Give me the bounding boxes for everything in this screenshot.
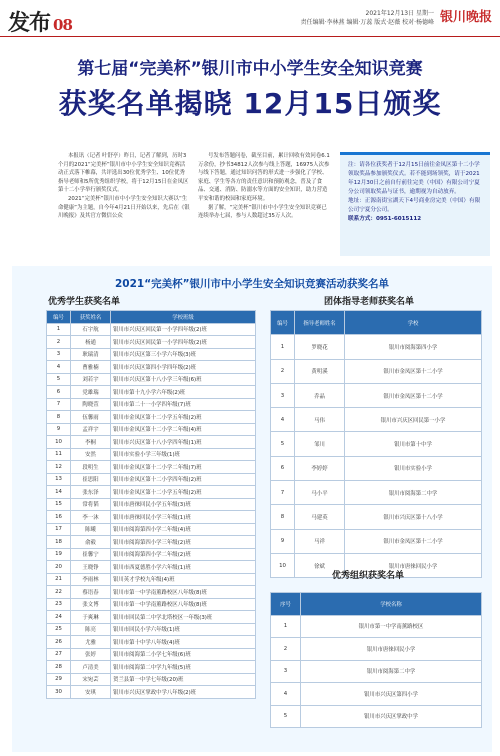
article-paragraph: 2021“完美杯”银川市中小学生安全知识大赛以“生命健康”为主题，自今年4月21日开始以来，先后在《银川晚报》及其官方微信公众	[58, 195, 190, 220]
table-cell: 银川市回民第二中学北塔校区一年级(3)班	[111, 611, 256, 624]
notice-contact: 联系方式：0951-6015112	[348, 216, 422, 222]
table-cell: 9	[271, 529, 295, 553]
table-cell: 陈亮	[71, 623, 111, 636]
table-row	[271, 335, 482, 359]
table-cell: 银川英才学校九年级(4)班	[111, 573, 256, 586]
table-cell: 29	[47, 673, 71, 686]
table-cell: 安琪	[71, 686, 111, 699]
table-cell: 6	[271, 456, 295, 480]
table-cell: 5	[271, 432, 295, 456]
table-cell: 银川市西夏德胜小学六年级(1)班	[111, 561, 256, 574]
table-cell: 黄明溪	[295, 359, 345, 383]
page-number: 08	[53, 16, 72, 34]
table-cell: 邹川	[295, 432, 345, 456]
page-header	[0, 0, 500, 37]
table-cell: 28	[47, 661, 71, 674]
table-cell: 5	[47, 373, 71, 386]
column-header: 编号	[271, 311, 295, 335]
table-row	[47, 661, 256, 674]
table-cell: 5	[271, 705, 301, 728]
column-header: 学校名称	[301, 593, 482, 616]
table-cell: 李婷婷	[295, 456, 345, 480]
table-row	[47, 361, 256, 374]
table-cell: 3	[47, 348, 71, 361]
table-row	[271, 529, 482, 553]
table-cell: 银川市金凤区第十二小学二年级(7)班	[111, 461, 256, 474]
column-header: 学校	[345, 311, 482, 335]
table-row	[47, 323, 256, 336]
table-cell: 银川市阅海第四小学二年级(4)班	[111, 523, 256, 536]
table-cell: 银川市兴庆区第十八小学四年级(1)班	[111, 436, 256, 449]
table-cell: 银川市兴庆区第十八小学	[345, 505, 482, 529]
table-cell: 银川市兴庆区回民第一小学四年级(2)班	[111, 336, 256, 349]
table-row	[47, 673, 256, 686]
table-cell: 银川市兴庆区回民第一小学	[345, 408, 482, 432]
table-cell: 10	[271, 553, 295, 577]
table-cell: 尤雅	[71, 636, 111, 649]
table-row	[47, 686, 256, 699]
table-cell: 银川市阅海第二中学	[301, 660, 482, 683]
table-cell: 银川市兴庆区回民第一小学四年级(2)班	[111, 323, 256, 336]
table-cell: 张婷	[71, 648, 111, 661]
article-column-2	[198, 152, 332, 221]
table-row	[47, 348, 256, 361]
table-cell: 银川市第十中学八年级(4)班	[111, 636, 256, 649]
table-cell: 银川市金凤区第十二小学	[345, 383, 482, 407]
table-cell: 银川市第二十一小学四年级(7)班	[111, 398, 256, 411]
table-cell: 2	[271, 359, 295, 383]
table-cell: 7	[47, 398, 71, 411]
table-cell: 6	[47, 386, 71, 399]
table-row	[271, 432, 482, 456]
column-header: 序号	[271, 593, 301, 616]
table-cell: 张文博	[71, 598, 111, 611]
table-cell: 15	[47, 498, 71, 511]
table-cell: 石宇航	[71, 323, 111, 336]
headline-line1: 第七届“完美杯”银川市中小学生安全知识竞赛	[77, 59, 423, 79]
table-cell: 8	[271, 505, 295, 529]
table-row	[47, 623, 256, 636]
table-cell: 23	[47, 598, 71, 611]
table-cell: 李雨林	[71, 573, 111, 586]
table-cell: 银川市兴庆区掌政中学八年级(2)班	[111, 686, 256, 699]
table-cell: 银川市金凤区第十二小学五年级(2)班	[111, 411, 256, 424]
table-cell: 银川市实验小学三年级(1)班	[111, 448, 256, 461]
issue-date: 2021年12月13日 星期一	[365, 10, 434, 17]
table-row	[47, 411, 256, 424]
table-row	[47, 598, 256, 611]
table-cell: 16	[47, 511, 71, 524]
table-cell: 24	[47, 611, 71, 624]
table-cell: 张东泽	[71, 486, 111, 499]
table-cell: 李一沐	[71, 511, 111, 524]
table-cell: 贺兰县第一中学七年级(20)班	[111, 673, 256, 686]
table-row	[47, 461, 256, 474]
table-cell: 14	[47, 486, 71, 499]
table-cell: 银川市回民小学六年级(1)班	[111, 623, 256, 636]
table-cell: 王晓铮	[71, 561, 111, 574]
table-row	[47, 398, 256, 411]
table-cell: 13	[47, 473, 71, 486]
table-row	[47, 648, 256, 661]
table-row	[47, 373, 256, 386]
table-cell: 4	[47, 361, 71, 374]
table-cell: 马伟	[295, 408, 345, 432]
table-cell: 银川市唐徕回民小学	[345, 553, 482, 577]
table-row	[47, 386, 256, 399]
table-cell: 1	[47, 323, 71, 336]
column-header: 学校班级	[111, 311, 256, 324]
article-paragraph: 据了解，“完美杯”银川市中小学生安全知识竞赛已连续举办七届，参与人数超过35万人次。	[198, 204, 327, 220]
table-cell: 常将韬	[71, 498, 111, 511]
table-cell: 银川市阅海第二中学九年级(5)班	[111, 661, 256, 674]
table-cell: 银川市金凤区第十二小学四年级(2)班	[111, 473, 256, 486]
table-row	[271, 705, 482, 728]
award-notice	[340, 152, 490, 256]
table-cell: 银川市兴庆区第十八小学三年级(6)班	[111, 373, 256, 386]
column-header: 编号	[47, 311, 71, 324]
column-header: 指导老师姓名	[295, 311, 345, 335]
table-cell: 27	[47, 648, 71, 661]
table-cell: 银川市金凤区第十二小学	[345, 529, 482, 553]
table-cell: 乔晶	[295, 383, 345, 407]
table-row	[271, 481, 482, 505]
table-cell: 4	[271, 683, 301, 706]
table-cell: 崔馨宁	[71, 548, 111, 561]
table-cell: 20	[47, 561, 71, 574]
table-cell: 党雄瑞	[71, 386, 111, 399]
table-row	[47, 473, 256, 486]
table-row	[47, 573, 256, 586]
table-cell: 1	[271, 615, 301, 638]
table-cell: 银川市第一中学南薰路校区八年级(8)班	[111, 586, 256, 599]
table-cell: 银川市兴庆区第三小学六年级(3)班	[111, 348, 256, 361]
table-cell: 俞毅	[71, 536, 111, 549]
table-cell: 1	[271, 335, 295, 359]
table-row	[47, 448, 256, 461]
table-cell: 12	[47, 461, 71, 474]
table-row	[47, 636, 256, 649]
schools-table	[270, 592, 482, 728]
table-cell: 银川市第十九小学六年级(2)班	[111, 386, 256, 399]
table-cell: 2	[47, 336, 71, 349]
table-cell: 马小平	[295, 481, 345, 505]
article-column-1	[58, 152, 190, 221]
winners-list-title: 2021“完美杯”银川市中小学生安全知识竞赛活动获奖名单	[114, 278, 390, 290]
table-row	[47, 586, 256, 599]
header-meta	[250, 9, 434, 27]
table-cell: 银川市兴庆区掌政中学	[301, 705, 482, 728]
table-cell: 银川市阅海第四小学三年级(2)班	[111, 536, 256, 549]
table-cell: 4	[271, 408, 295, 432]
table-cell: 3	[271, 660, 301, 683]
table-cell: 蔡语春	[71, 586, 111, 599]
table-cell: 段明生	[71, 461, 111, 474]
article-paragraph: 本报讯（记者 叶舒亭）昨日，记者了解到，历时3个月的2021“完美杯”银川市中小学生安全知识竞赛活动正式落下帷幕，共评选出30位优秀学生、10位优秀指导老师和5所优秀组织学校，将于12月15日在金凤区第十二小学举行颁奖仪式。	[58, 153, 189, 194]
table-cell: 8	[47, 411, 71, 424]
table-row	[47, 536, 256, 549]
article-paragraph: 号发布答题问卷，截至目前，累计回收有效问卷6.1万余份，抄书34812人次参与线上答题，16975人次参与线下答题，通过知识问答的形式进一步强化了学校、家庭、学生等各方的责任意识和预防观念，普及了食品、交通、消防、防溺水等方面的安全知识，助力营造平安和谐的校园和家庭环境。	[198, 153, 330, 202]
table-row	[271, 359, 482, 383]
newspaper-logo: 银川晚报	[440, 10, 493, 25]
table-cell: 银川市金凤区第十二小学五年级(2)班	[111, 486, 256, 499]
table-cell: 马建英	[295, 505, 345, 529]
table-row	[47, 423, 256, 436]
headline-line2: 获奖名单揭晓 12月15日颁奖	[58, 87, 442, 120]
table-row	[271, 408, 482, 432]
table-cell: 李桐	[71, 436, 111, 449]
editors: 责任编辑·李林燕 编辑·万蕊 版式·赵薇 校对·杨德峰	[300, 19, 434, 26]
table-cell: 崔思阳	[71, 473, 111, 486]
table-cell: 银川市第十中学	[345, 432, 482, 456]
table-cell: 银川市唐徕回民小学三年级(1)班	[111, 511, 256, 524]
table-row	[47, 436, 256, 449]
notice-text: 注：请各位获奖者于12月15日前往金凤区第十二小学领取奖品参加颁奖仪式。若不能到场领奖，请于2021年12月30日之前自行前往完美（中国）有限公司宁夏分公司领取奖品与证书，逾期视为自动放弃。	[348, 162, 480, 195]
teachers-heading: 团体指导老师获奖名单	[324, 297, 415, 307]
table-row	[47, 611, 256, 624]
table-cell: 30	[47, 686, 71, 699]
table-row	[271, 505, 482, 529]
table-cell: 2	[271, 638, 301, 661]
teachers-table	[270, 310, 482, 578]
table-cell: 陈曦	[71, 523, 111, 536]
table-row	[271, 638, 482, 661]
table-cell: 银川市第一中学南薰路校区	[301, 615, 482, 638]
table-cell: 11	[47, 448, 71, 461]
table-cell: 22	[47, 586, 71, 599]
table-row	[47, 523, 256, 536]
table-cell: 银川市唐徕回民小学五年级(3)班	[111, 498, 256, 511]
table-cell: 宋宛芸	[71, 673, 111, 686]
table-cell: 银川市唐徕回民小学	[301, 638, 482, 661]
table-cell: 银川市实验小学	[345, 456, 482, 480]
table-cell: 银川市兴庆区第四小学四年级(2)班	[111, 361, 256, 374]
table-cell: 银川市兴庆区第四小学	[301, 683, 482, 706]
table-row	[271, 683, 482, 706]
table-cell: 19	[47, 548, 71, 561]
section-title	[8, 6, 72, 37]
table-cell: 罗晓花	[295, 335, 345, 359]
table-row	[47, 511, 256, 524]
table-cell: 于爽琳	[71, 611, 111, 624]
table-row	[47, 486, 256, 499]
table-cell: 银川市阅海第四小学	[345, 335, 482, 359]
table-cell: 徐斌	[295, 553, 345, 577]
table-row	[47, 548, 256, 561]
table-cell: 26	[47, 636, 71, 649]
table-cell: 陶晓萱	[71, 398, 111, 411]
section-label: 发布	[8, 10, 51, 36]
table-row	[47, 498, 256, 511]
table-row	[271, 615, 482, 638]
table-cell: 伍馨雨	[71, 411, 111, 424]
table-cell: 安然	[71, 448, 111, 461]
table-cell: 银川市阅海第四小学二年级(2)班	[111, 548, 256, 561]
table-row	[47, 561, 256, 574]
students-table	[46, 310, 256, 699]
table-cell: 9	[47, 423, 71, 436]
table-cell: 银川市阅海第二中学	[345, 481, 482, 505]
table-cell: 孟祥宇	[71, 423, 111, 436]
table-cell: 银川市第一中学南薰路校区八年级(8)班	[111, 598, 256, 611]
table-cell: 银川市金凤区第十二小学二年级(4)班	[111, 423, 256, 436]
table-row	[271, 456, 482, 480]
table-cell: 17	[47, 523, 71, 536]
table-cell: 3	[271, 383, 295, 407]
column-header: 获奖姓名	[71, 311, 111, 324]
table-cell: 杨通	[71, 336, 111, 349]
students-heading: 优秀学生获奖名单	[48, 297, 121, 307]
table-cell: 马祥	[295, 529, 345, 553]
table-cell: 刘若宇	[71, 373, 111, 386]
table-cell: 曹雅楠	[71, 361, 111, 374]
table-cell: 21	[47, 573, 71, 586]
table-row	[47, 336, 256, 349]
table-cell: 银川市阅海第二小学七年级(6)班	[111, 648, 256, 661]
winners-panel	[12, 266, 492, 752]
table-row	[271, 383, 482, 407]
table-cell: 10	[47, 436, 71, 449]
table-row	[271, 660, 482, 683]
table-cell: 卢清美	[71, 661, 111, 674]
table-cell: 银川市金凤区第十二小学	[345, 359, 482, 383]
schools-heading: 优秀组织获奖名单	[332, 571, 405, 581]
table-cell: 7	[271, 481, 295, 505]
table-cell: 耿瑞清	[71, 348, 111, 361]
table-cell: 18	[47, 536, 71, 549]
notice-address: 地址：正源南街宝湖天下4号商业房完美（中国）有限公司宁夏分公司。	[348, 198, 481, 213]
table-cell: 25	[47, 623, 71, 636]
